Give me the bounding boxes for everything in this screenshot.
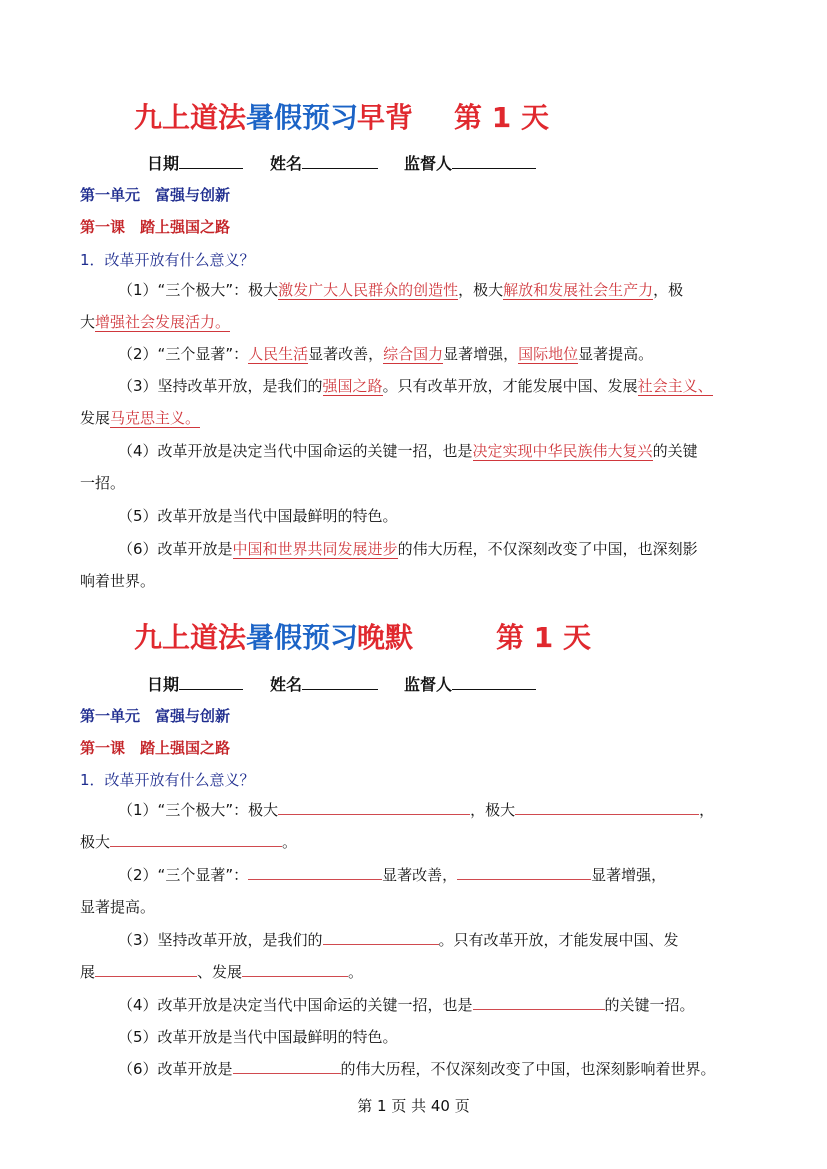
evening-unit-heading: 第一单元 富强与创新 [80, 707, 231, 725]
morning-title-part3: 早背 [357, 101, 414, 134]
evening-lesson-heading: 第一课 踏上强国之路 [80, 739, 231, 757]
evening-title-part1: 九上道法 [134, 621, 247, 654]
evening-paragraph-6: （6）改革开放是 的伟大历程，不仅深刻改变了中国，也深刻影响着世界。 [80, 1053, 750, 1085]
fill-blank[interactable] [248, 859, 382, 880]
evening-question: 1．改革开放有什么意义？ [80, 771, 255, 789]
answer-text: 决定实现中华民族伟大复兴 [472, 442, 653, 460]
morning-paragraph-2: （2）“三个显著”：人民生活显著改善，综合国力显著增强，国际地位显著提高。 [118, 345, 654, 363]
answer-text: 中国和世界共同发展进步 [232, 540, 398, 558]
fill-blank[interactable] [473, 989, 605, 1010]
supervisor-label: 监督人 [404, 675, 453, 694]
answer-text: 综合国力 [383, 345, 444, 363]
answer-text: 强国之路 [322, 377, 383, 395]
answer-text: 国际地位 [518, 345, 579, 363]
fill-blank[interactable] [278, 794, 470, 815]
name-label: 姓名 [270, 675, 303, 694]
answer-text: 激发广大人民群众的创造性 [278, 281, 459, 299]
supervisor-blank[interactable] [452, 672, 536, 690]
answer-text: 解放和发展社会生产力 [503, 281, 654, 299]
morning-paragraph-5: （5）改革开放是当代中国最鲜明的特色。 [118, 507, 398, 525]
morning-question: 1．改革开放有什么意义？ [80, 251, 255, 269]
evening-title-part2: 暑假预习 [246, 621, 359, 654]
morning-unit-heading: 第一单元 富强与创新 [80, 186, 231, 204]
name-blank[interactable] [302, 151, 378, 169]
evening-paragraph-2: （2）“三个显著”： 显著改善， 显著增强， 显著提高。 [80, 859, 750, 923]
morning-title [0, 96, 827, 136]
fill-blank[interactable] [242, 956, 348, 977]
morning-title-part1: 九上道法 [134, 101, 247, 134]
name-label: 姓名 [270, 154, 303, 173]
morning-paragraph-3: （3）坚持改革开放，是我们的强国之路。只有改革开放，才能发展中国、发展社会主义、 发展马克思主义。 [80, 377, 713, 427]
morning-paragraph-6: （6）改革开放是中国和世界共同发展进步的伟大历程，不仅深刻改变了中国，也深刻影 响着世界。 [80, 540, 698, 590]
morning-title-day: 第 1 天 [454, 101, 549, 134]
morning-lesson-heading: 第一课 踏上强国之路 [80, 218, 231, 236]
page-footer: 第 1 页 共 40 页 [357, 1097, 470, 1115]
answer-text: 社会主义、 [637, 377, 713, 395]
answer-text: 马克思主义。 [110, 409, 201, 427]
name-blank[interactable] [302, 672, 378, 690]
supervisor-blank[interactable] [452, 151, 536, 169]
answer-text: 增强社会发展活力。 [95, 313, 231, 331]
fill-blank[interactable] [110, 826, 282, 847]
fill-blank[interactable] [95, 956, 197, 977]
evening-title [0, 616, 827, 656]
date-label: 日期 [147, 675, 180, 694]
evening-paragraph-1: （1）“三个极大”：极大 ，极大 ， 极大 。 [80, 794, 750, 858]
fill-blank[interactable] [457, 859, 591, 880]
evening-title-day: 第 1 天 [496, 621, 591, 654]
date-blank[interactable] [179, 151, 243, 169]
date-label: 日期 [147, 154, 180, 173]
morning-info-row [0, 151, 827, 173]
date-blank[interactable] [179, 672, 243, 690]
fill-blank[interactable] [515, 794, 699, 815]
evening-paragraph-5: （5）改革开放是当代中国最鲜明的特色。 [118, 1028, 398, 1046]
morning-title-part2: 暑假预习 [246, 101, 359, 134]
supervisor-label: 监督人 [404, 154, 453, 173]
morning-paragraph-1: （1）“三个极大”：极大激发广大人民群众的创造性，极大解放和发展社会生产力，极 大增强社会发展活力。 [80, 281, 684, 331]
morning-paragraph-4: （4）改革开放是决定当代中国命运的关键一招，也是决定实现中华民族伟大复兴的关键 一招。 [80, 442, 698, 492]
answer-text: 人民生活 [248, 345, 309, 363]
evening-info-row [0, 672, 827, 694]
evening-paragraph-3: （3）坚持改革开放，是我们的 。只有改革开放，才能发展中国、发 展 、发展 。 [80, 924, 750, 988]
fill-blank[interactable] [323, 924, 439, 945]
evening-title-part3: 晚默 [357, 621, 414, 654]
fill-blank[interactable] [233, 1053, 341, 1074]
evening-paragraph-4: （4）改革开放是决定当代中国命运的关键一招，也是 的关键一招。 [80, 989, 750, 1021]
